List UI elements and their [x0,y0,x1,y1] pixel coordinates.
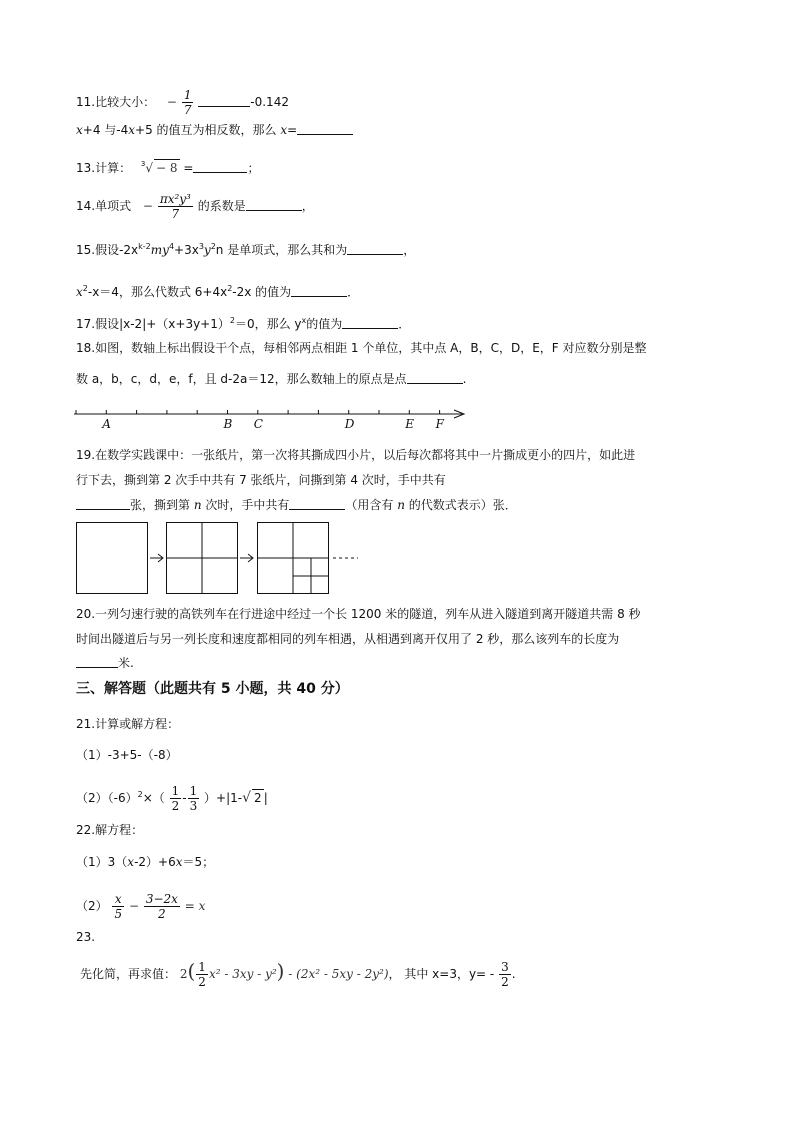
number-line-label-B: B [223,417,233,431]
right-paren: ) [276,959,285,983]
number-line-label-D: D [344,417,355,431]
question-17: 17.假设$|x-2|+(x+3y+1)^2=0$，那么 $y^x$的值为 ． [76,316,411,331]
radical-sign: √ [242,790,252,806]
radical-sign: √ [145,161,154,175]
number-line-label-C: C [253,417,263,431]
question-13: 13.计算： $^3$√ − 8 = ； [76,160,260,175]
question-22-part1: （1）3（x-2）+6x＝5； [76,855,215,869]
fraction-one-seventh: $\frac{1}{7}$ [183,88,192,117]
number-line-label-F: F [435,417,444,431]
number-line-label-A: A [102,417,111,431]
answer-blank[interactable] [342,316,398,329]
question-15: 15.假设$-2x^{k-2}my^4+3x^3y^2n$ 是单项式，那么其和为 ， [76,242,416,257]
radicand: − 8 [156,161,178,175]
question-19-line3: 张，撕到第 n 次时，手中共有 （用含有 n 的代数式表示）张． [76,497,517,513]
answer-blank[interactable] [198,94,250,107]
question-21-part1: （1）-3+5-（-8） [76,748,178,762]
radicand: 2 [254,791,262,805]
root-index: 3 [140,160,146,168]
q11-label: 11.比较大小： [76,95,156,109]
question-14: 14.单项式 − $\frac{\text{πx²y³}}{7}$ 的系数是 ， [76,192,314,221]
question-20-line3: 米. [76,655,134,671]
question-20-line2: 时间出隧道后与另一列长度和速度都相同的列车相遇，从相遇到离开仅用了 2 秒，那么该列车的长度为 [76,632,620,646]
question-20-line1: 20.一列匀速行驶的高铁列车在行进途中经过一个长 1200 米的隧道，列车从进入隧道到离开隧道共需 8 秒 [76,607,641,621]
question-21-title: 21.计算或解方程： [76,717,180,731]
fraction-half: $\frac{1}{2}$ [171,784,180,813]
answer-blank[interactable] [193,160,247,173]
paper-whole [77,523,148,594]
paper-tearing-figure [76,522,366,596]
answer-blank[interactable] [76,655,118,668]
answer-blank[interactable] [347,242,403,255]
question-18-line2: 数 a，b，c，d，e，f，且 d-2a＝12，那么数轴上的原点是点 . [76,372,467,386]
question-22-title: 22.解方程： [76,823,144,837]
fraction-half: $\frac{1}{2}$ [198,960,206,989]
question-23-label: 23. [76,930,96,944]
question-16: $x^2-x=4$，那么代数式 $6+4x^2-2x$ 的值为 ． [76,284,360,299]
fraction-third: $\frac{1}{3}$ [189,784,198,813]
question-12: x+4 与-4x+5 的值互为相反数，那么 x= [76,122,353,138]
fraction-three-halves: $\frac{3}{2}$ [501,960,509,989]
answer-blank[interactable] [407,371,463,384]
answer-blank-1[interactable] [76,497,130,510]
answer-blank[interactable] [297,122,353,135]
answer-blank-2[interactable] [289,497,345,510]
q11-tail: -0.142 [250,95,289,109]
number-line-label-E: E [405,417,415,431]
section-3-title: 三、解答题（此题共有 5 小题，共 40 分） [76,681,349,697]
fraction-3-minus-2x-over-2: $\frac{3-2x}{2}$ [145,892,178,921]
question-19-line1: 19.在数学实践课中：一张纸片，第一次将其撕成四小片，以后每次都将其中一片撕成更小的四片，如此进 [76,448,636,462]
left-paren: ( [187,959,196,983]
answer-blank[interactable] [246,198,302,211]
question-23-body: 先化简，再求值： 2( $\frac{1}{2}$ x² - 3xy - y²) - (2x² - 5xy - 2y²)， 其中 x=3，y= - $\frac{3}{2}$ . [80,959,516,989]
minus-sign: − [142,199,153,213]
question-19-line2: 行下去，撕到第 2 次手中共有 7 张纸片，问撕到第 4 次时，手中共有 [76,473,446,487]
question-21-part2: $(2)(-6)^2\times$（ $\frac{1}{2}$ - $\frac{1}{3}$ ）+|1-√ 2 | [76,784,268,813]
question-22-part2: （2） $\frac{x}{5}$ − $\frac{3-2x}{2}$ = x [76,892,206,921]
answer-blank[interactable] [291,284,347,297]
fraction-x-over-5: $\frac{x}{5}$ [114,892,123,921]
question-11 [76,88,289,117]
question-18-line1: 18.如图，数轴上标出假设干个点，每相邻两点相距 1 个单位，其中点 A，B，C，D，E，F 对应数分别是整 [76,341,647,355]
monomial-fraction: $\frac{\text{πx²y³}}{7}$ [159,192,191,221]
minus-sign: − [166,95,177,109]
